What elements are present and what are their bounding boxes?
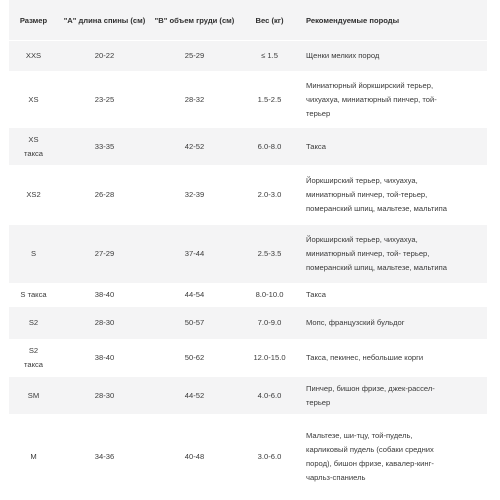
table-row [9, 128, 487, 166]
table-row [9, 225, 487, 284]
cell-size: S [9, 225, 58, 284]
cell-size: S такса [9, 284, 58, 307]
cell-weight: 2.0-3.0 [238, 166, 301, 225]
cell-size: XXS [9, 41, 58, 72]
cell-back-length: 33-35 [58, 128, 151, 166]
cell-size: XS [9, 72, 58, 128]
table-row [9, 166, 487, 225]
table-row [9, 377, 487, 415]
cell-chest-girth: 42-52 [151, 128, 238, 166]
cell-weight: 3.0-6.0 [238, 415, 301, 499]
cell-weight: 4.0-6.0 [238, 377, 301, 415]
cell-back-length: 38-40 [58, 284, 151, 307]
table-row [9, 41, 487, 72]
cell-back-length: 28-30 [58, 377, 151, 415]
header-chest-girth: "B" объем груди (см) [151, 0, 238, 41]
table-header-row [9, 0, 487, 41]
cell-breeds: Такса [301, 128, 487, 166]
cell-breeds: Миниатюрный йоркширский терьер, чихуахуа, миниатюрный пинчер, той- терьер [301, 72, 487, 128]
table-row [9, 284, 487, 307]
table-row [9, 340, 487, 377]
cell-weight: 2.5-3.5 [238, 225, 301, 284]
cell-chest-girth: 32-39 [151, 166, 238, 225]
table-row [9, 307, 487, 340]
cell-breeds: Йоркширский терьер, чихуахуа, миниатюрный пинчер, той- терьер, померанский шпиц, мальтезе, мальтипа [301, 225, 487, 284]
cell-chest-girth: 44-54 [151, 284, 238, 307]
cell-chest-girth: 50-57 [151, 307, 238, 340]
cell-breeds: Йоркширский терьер, чихуахуа, миниатюрный пинчер, той-терьер, померанский шпиц, мальтезе, мальтипа [301, 166, 487, 225]
cell-weight: 7.0-9.0 [238, 307, 301, 340]
cell-chest-girth: 28-32 [151, 72, 238, 128]
cell-breeds: Пинчер, бишон фризе, джек-рассел- терьер [301, 377, 487, 415]
cell-back-length: 28-30 [58, 307, 151, 340]
cell-weight: 12.0-15.0 [238, 340, 301, 377]
cell-size: S2 [9, 307, 58, 340]
cell-back-length: 27-29 [58, 225, 151, 284]
cell-size: XS2 [9, 166, 58, 225]
size-chart-table [9, 0, 487, 499]
cell-chest-girth: 40-48 [151, 415, 238, 499]
cell-breeds: Мальтезе, ши-тцу, той-пудель, карликовый пудель (собаки средних пород), бишон фризе, кавалер-кинг- чарльз-спаниель [301, 415, 487, 499]
cell-weight: ≤ 1.5 [238, 41, 301, 72]
cell-weight: 6.0-8.0 [238, 128, 301, 166]
cell-chest-girth: 50-62 [151, 340, 238, 377]
table-row [9, 415, 487, 499]
cell-chest-girth: 44-52 [151, 377, 238, 415]
cell-breeds: Такса [301, 284, 487, 307]
cell-weight: 1.5-2.5 [238, 72, 301, 128]
cell-back-length: 34-36 [58, 415, 151, 499]
cell-size: XS такса [9, 128, 58, 166]
cell-size: SM [9, 377, 58, 415]
cell-chest-girth: 25-29 [151, 41, 238, 72]
header-breeds: Рекомендуемые породы [301, 0, 487, 41]
cell-breeds: Щенки мелких пород [301, 41, 487, 72]
cell-back-length: 23-25 [58, 72, 151, 128]
cell-size: S2 такса [9, 340, 58, 377]
cell-breeds: Такса, пекинес, небольшие корги [301, 340, 487, 377]
cell-weight: 8.0-10.0 [238, 284, 301, 307]
header-back-length: "A" длина спины (см) [58, 0, 151, 41]
header-size: Размер [9, 0, 58, 41]
cell-breeds: Мопс, французский бульдог [301, 307, 487, 340]
cell-size: M [9, 415, 58, 499]
cell-back-length: 38-40 [58, 340, 151, 377]
cell-back-length: 20-22 [58, 41, 151, 72]
cell-back-length: 26-28 [58, 166, 151, 225]
header-weight: Вес (кг) [238, 0, 301, 41]
table-row [9, 72, 487, 128]
cell-chest-girth: 37-44 [151, 225, 238, 284]
